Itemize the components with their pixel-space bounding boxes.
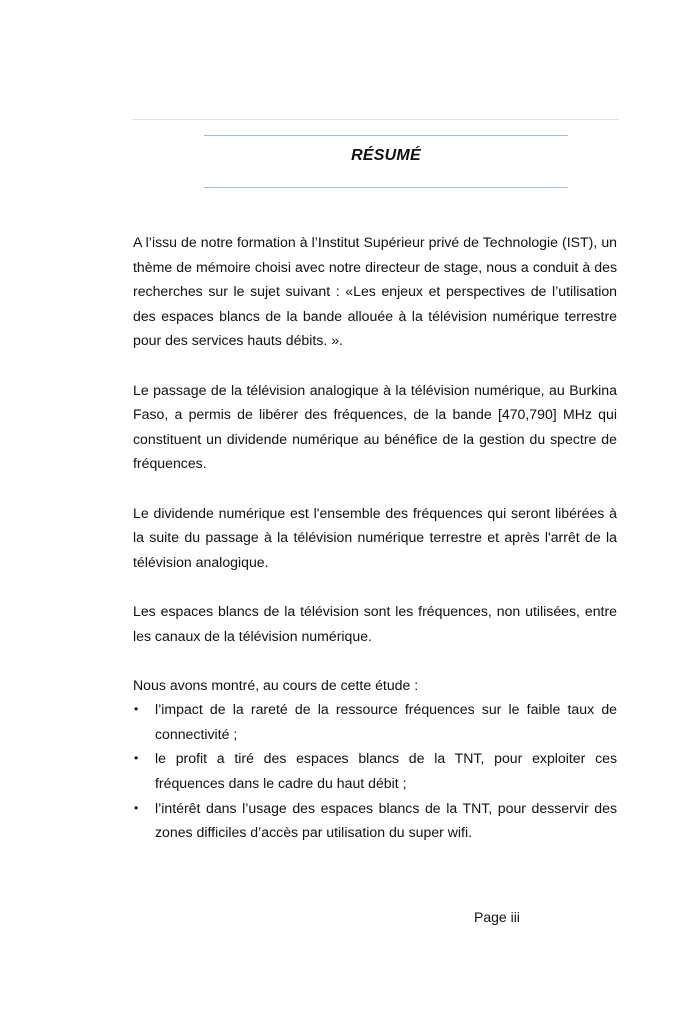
list-intro: Nous avons montré, au cours de cette étude :	[133, 676, 419, 693]
page-number: Page iii	[474, 909, 520, 925]
list-item-text: l’impact de la rareté de la ressource fréquences sur le faible taux de connectivité ;	[155, 701, 617, 742]
list-item	[133, 697, 617, 746]
list-item	[133, 746, 617, 795]
page-title: RÉSUMÉ	[351, 147, 421, 164]
paragraph-intro: A l’issu de notre formation à l’Institut Supérieur privé de Technologie (IST), un thème de mémoire choisi avec notre directeur de stage, nous a conduit à des recherches sur le sujet suivant : «Les enjeux et perspectives de l’utilisation des espaces blancs de la bande allouée à la télévision numérique terrestre pour des services hauts débits. ».	[133, 234, 617, 349]
list-item-text: le profit a tiré des espaces blancs de la TNT, pour exploiter ces fréquences dans le cadre du haut débit ;	[155, 750, 617, 792]
title-rule-top	[204, 135, 568, 136]
bullet-icon: •	[134, 800, 139, 815]
findings-list	[133, 697, 617, 845]
list-item-text: l’intérêt dans l’usage des espaces blancs de la TNT, pour desservir des zones difficiles d’accès par utilisation du super wifi.	[155, 799, 617, 841]
header-divider	[132, 119, 619, 120]
paragraph-transition: Le passage de la télévision analogique à la télévision numérique, au Burkina Faso, a permis de libérer des fréquences, de la bande [470,790] MHz qui constituent un dividende numérique au bénéfice de la gestion du spectre de fréquences.	[133, 381, 617, 472]
paragraph-digital-dividend: Le dividende numérique est l'ensemble des fréquences qui seront libérées à la suite du passage à la télévision numérique terrestre et après l'arrêt de la télévision analogique.	[133, 504, 617, 570]
bullet-icon: •	[134, 702, 139, 717]
title-rule-bottom	[204, 187, 568, 188]
list-item	[133, 796, 617, 845]
paragraph-white-spaces: Les espaces blancs de la télévision sont les fréquences, non utilisées, entre les canaux de la télévision numérique.	[133, 602, 617, 644]
bullet-icon: •	[134, 751, 139, 766]
document-body	[133, 230, 617, 845]
